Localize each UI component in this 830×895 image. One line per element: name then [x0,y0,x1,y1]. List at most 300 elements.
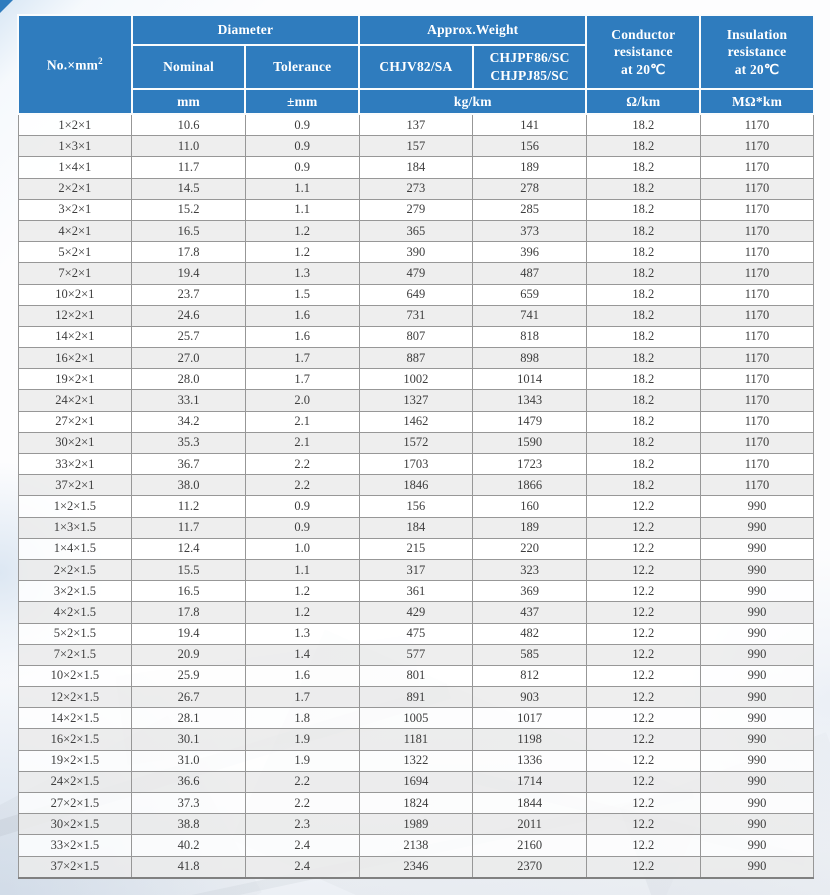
table-row [18,602,814,623]
table-cell: 18.2 [586,411,700,432]
table-row [18,644,814,665]
table-cell: 0.9 [245,114,359,136]
table-cell: 12.2 [586,750,700,771]
table-cell: 14×2×1 [18,326,132,347]
table-cell: 1.6 [245,665,359,686]
table-cell: 812 [473,665,587,686]
table-cell: 807 [359,326,473,347]
table-cell: 12.2 [586,517,700,538]
table-cell: 12.2 [586,793,700,814]
table-cell: 1703 [359,454,473,475]
table-cell: 1.7 [245,348,359,369]
unit-mm: mm [132,89,246,114]
table-cell: 361 [359,581,473,602]
table-cell: 18.2 [586,432,700,453]
table-cell: 990 [700,814,814,835]
table-cell: 437 [473,602,587,623]
table-cell: 189 [473,157,587,178]
table-cell: 482 [473,623,587,644]
table-cell: 18.2 [586,475,700,496]
table-row [18,284,814,305]
table-cell: 2.1 [245,432,359,453]
table-cell: 7×2×1 [18,263,132,284]
table-row [18,326,814,347]
table-cell: 157 [359,136,473,157]
table-cell: 34.2 [132,411,246,432]
table-cell: 649 [359,284,473,305]
header-tolerance: Tolerance [245,45,359,89]
table-cell: 1×2×1.5 [18,496,132,517]
table-row [18,242,814,263]
table-cell: 1.9 [245,729,359,750]
table-cell: 10.6 [132,114,246,136]
table-row [18,729,814,750]
table-cell: 189 [473,517,587,538]
table-cell: 1×3×1 [18,136,132,157]
table-cell: 2.4 [245,856,359,878]
table-row [18,199,814,220]
table-cell: 12.2 [586,496,700,517]
table-cell: 1170 [700,432,814,453]
table-cell: 1327 [359,390,473,411]
table-cell: 2.2 [245,454,359,475]
table-cell: 365 [359,220,473,241]
table-cell: 1824 [359,793,473,814]
table-cell: 1002 [359,369,473,390]
table-cell: 990 [700,517,814,538]
table-cell: 30.1 [132,729,246,750]
table-row [18,687,814,708]
table-cell: 429 [359,602,473,623]
table-cell: 1170 [700,263,814,284]
table-cell: 24×2×1 [18,390,132,411]
table-cell: 1.2 [245,242,359,263]
table-cell: 12.2 [586,856,700,878]
table-cell: 12.2 [586,538,700,559]
table-cell: 1844 [473,793,587,814]
table-cell: 1170 [700,348,814,369]
unit-insulation: MΩ*km [700,89,814,114]
table-cell: 18.2 [586,305,700,326]
table-cell: 2.1 [245,411,359,432]
table-cell: 2.0 [245,390,359,411]
table-row [18,835,814,856]
table-cell: 396 [473,242,587,263]
table-cell: 15.2 [132,199,246,220]
table-cell: 4×2×1 [18,220,132,241]
table-cell: 1989 [359,814,473,835]
table-cell: 12.2 [586,559,700,580]
table-cell: 19.4 [132,263,246,284]
table-cell: 990 [700,856,814,878]
table-cell: 37×2×1.5 [18,856,132,878]
table-cell: 2.2 [245,793,359,814]
table-cell: 1.1 [245,559,359,580]
table-row [18,432,814,453]
table-cell: 16×2×1 [18,348,132,369]
table-cell: 898 [473,348,587,369]
table-cell: 1462 [359,411,473,432]
table-row [18,157,814,178]
table-cell: 1.4 [245,644,359,665]
table-cell: 28.1 [132,708,246,729]
table-cell: 1170 [700,136,814,157]
header-diameter: Diameter [132,15,359,45]
header-chjpf86: CHJPF86/SC CHJPJ85/SC [473,45,587,89]
table-cell: 1170 [700,326,814,347]
table-cell: 12.2 [586,729,700,750]
table-cell: 16×2×1.5 [18,729,132,750]
table-cell: 11.2 [132,496,246,517]
table-cell: 1866 [473,475,587,496]
unit-weight: kg/km [359,89,586,114]
table-cell: 1.7 [245,369,359,390]
table-cell: 12.2 [586,708,700,729]
table-cell: 25.7 [132,326,246,347]
table-cell: 11.7 [132,517,246,538]
table-cell: 1×4×1 [18,157,132,178]
table-cell: 2×2×1.5 [18,559,132,580]
table-cell: 18.2 [586,157,700,178]
table-cell: 990 [700,644,814,665]
table-cell: 10×2×1.5 [18,665,132,686]
table-cell: 18.2 [586,136,700,157]
table-cell: 160 [473,496,587,517]
table-cell: 990 [700,793,814,814]
table-cell: 141 [473,114,587,136]
table-cell: 903 [473,687,587,708]
table-cell: 1.3 [245,623,359,644]
table-cell: 184 [359,157,473,178]
table-cell: 19×2×1 [18,369,132,390]
table-cell: 1.8 [245,708,359,729]
table-cell: 30×2×1 [18,432,132,453]
table-cell: 41.8 [132,856,246,878]
table-cell: 1.6 [245,305,359,326]
table-cell: 27.0 [132,348,246,369]
table-cell: 4×2×1.5 [18,602,132,623]
table-cell: 2011 [473,814,587,835]
table-cell: 18.2 [586,263,700,284]
table-cell: 33×2×1 [18,454,132,475]
table-cell: 278 [473,178,587,199]
table-cell: 373 [473,220,587,241]
table-cell: 0.9 [245,496,359,517]
table-cell: 12.2 [586,623,700,644]
table-row [18,411,814,432]
table-cell: 17.8 [132,602,246,623]
table-cell: 12.2 [586,814,700,835]
header-approx-weight: Approx.Weight [359,15,586,45]
table-cell: 990 [700,687,814,708]
table-cell: 35.3 [132,432,246,453]
table-cell: 990 [700,602,814,623]
table-row [18,475,814,496]
table-cell: 20.9 [132,644,246,665]
table-cell: 659 [473,284,587,305]
table-cell: 731 [359,305,473,326]
table-cell: 2.4 [245,835,359,856]
table-cell: 1322 [359,750,473,771]
table-cell: 585 [473,644,587,665]
table-cell: 990 [700,496,814,517]
table-cell: 1846 [359,475,473,496]
table-cell: 33×2×1.5 [18,835,132,856]
table-cell: 12.2 [586,665,700,686]
table-cell: 5×2×1 [18,242,132,263]
table-cell: 3×2×1 [18,199,132,220]
header-no-mm2-base: No.×mm [46,57,99,73]
table-cell: 1198 [473,729,587,750]
table-body [18,114,814,878]
table-cell: 137 [359,114,473,136]
table-cell: 27×2×1.5 [18,793,132,814]
table-row [18,750,814,771]
table-cell: 18.2 [586,326,700,347]
unit-tolerance: ±mm [245,89,359,114]
table-cell: 577 [359,644,473,665]
table-cell: 19.4 [132,623,246,644]
table-cell: 1.1 [245,178,359,199]
table-cell: 1.1 [245,199,359,220]
table-cell: 220 [473,538,587,559]
table-cell: 1170 [700,454,814,475]
table-cell: 36.7 [132,454,246,475]
table-cell: 12×2×1 [18,305,132,326]
table-cell: 891 [359,687,473,708]
table-row [18,517,814,538]
table-cell: 12.2 [586,644,700,665]
table-cell: 479 [359,263,473,284]
table-cell: 1336 [473,750,587,771]
table-cell: 741 [473,305,587,326]
table-cell: 1.5 [245,284,359,305]
table-cell: 12.4 [132,538,246,559]
table-cell: 990 [700,538,814,559]
cable-spec-table [17,14,815,879]
table-row [18,220,814,241]
table-cell: 24×2×1.5 [18,771,132,792]
table-cell: 184 [359,517,473,538]
table-cell: 156 [359,496,473,517]
table-cell: 1170 [700,114,814,136]
table-cell: 1170 [700,284,814,305]
table-row [18,771,814,792]
table-cell: 156 [473,136,587,157]
table-row [18,348,814,369]
table-row [18,793,814,814]
table-cell: 1170 [700,157,814,178]
header-no-mm2 [18,15,132,114]
table-row [18,178,814,199]
table-cell: 1.3 [245,263,359,284]
header-no-mm2-sup: 2 [98,55,103,66]
table-cell: 1479 [473,411,587,432]
table-cell: 14.5 [132,178,246,199]
table-row [18,814,814,835]
table-cell: 2.3 [245,814,359,835]
table-cell: 18.2 [586,220,700,241]
table-cell: 11.7 [132,157,246,178]
table-cell: 0.9 [245,136,359,157]
table-cell: 12×2×1.5 [18,687,132,708]
table-cell: 279 [359,199,473,220]
corner-accent-triangle [0,0,13,13]
table-cell: 390 [359,242,473,263]
table-row [18,665,814,686]
table-cell: 1×2×1 [18,114,132,136]
table-cell: 887 [359,348,473,369]
table-cell: 1.2 [245,602,359,623]
table-row [18,856,814,878]
table-cell: 2×2×1 [18,178,132,199]
table-cell: 36.6 [132,771,246,792]
table-cell: 1170 [700,178,814,199]
table-cell: 25.9 [132,665,246,686]
table-header [18,15,814,114]
table-cell: 215 [359,538,473,559]
header-nominal: Nominal [132,45,246,89]
table-cell: 1723 [473,454,587,475]
table-cell: 12.2 [586,581,700,602]
table-cell: 1170 [700,220,814,241]
table-cell: 1170 [700,242,814,263]
table-cell: 1.2 [245,220,359,241]
table-cell: 990 [700,623,814,644]
table-cell: 990 [700,581,814,602]
table-cell: 18.2 [586,199,700,220]
table-cell: 1572 [359,432,473,453]
table-cell: 1170 [700,475,814,496]
table-cell: 18.2 [586,348,700,369]
table-cell: 2370 [473,856,587,878]
table-cell: 1×3×1.5 [18,517,132,538]
table-cell: 1170 [700,411,814,432]
table-cell: 1170 [700,199,814,220]
header-insulation-resistance: Insulation resistance at 20℃ [700,15,814,89]
table-cell: 18.2 [586,454,700,475]
table-cell: 24.6 [132,305,246,326]
table-cell: 18.2 [586,242,700,263]
table-cell: 1×4×1.5 [18,538,132,559]
table-cell: 0.9 [245,157,359,178]
table-cell: 15.5 [132,559,246,580]
table-cell: 323 [473,559,587,580]
unit-conductor: Ω/km [586,89,700,114]
table-cell: 38.0 [132,475,246,496]
table-cell: 317 [359,559,473,580]
table-cell: 18.2 [586,390,700,411]
table-row [18,538,814,559]
table-cell: 30×2×1.5 [18,814,132,835]
table-cell: 19×2×1.5 [18,750,132,771]
table-cell: 18.2 [586,284,700,305]
table-cell: 40.2 [132,835,246,856]
table-cell: 37.3 [132,793,246,814]
table-cell: 2346 [359,856,473,878]
table-cell: 12.2 [586,602,700,623]
table-cell: 285 [473,199,587,220]
table-cell: 487 [473,263,587,284]
table-cell: 990 [700,708,814,729]
table-cell: 31.0 [132,750,246,771]
table-row [18,708,814,729]
table-row [18,559,814,580]
table-cell: 1694 [359,771,473,792]
table-cell: 18.2 [586,114,700,136]
table-cell: 5×2×1.5 [18,623,132,644]
table-cell: 990 [700,771,814,792]
table-cell: 818 [473,326,587,347]
table-cell: 1590 [473,432,587,453]
table-cell: 18.2 [586,369,700,390]
table-cell: 2138 [359,835,473,856]
table-cell: 1714 [473,771,587,792]
table-cell: 16.5 [132,581,246,602]
table-cell: 1170 [700,305,814,326]
table-cell: 27×2×1 [18,411,132,432]
table-cell: 12.2 [586,771,700,792]
table-cell: 1170 [700,390,814,411]
table-row [18,454,814,475]
table-cell: 1014 [473,369,587,390]
table-cell: 1181 [359,729,473,750]
table-cell: 17.8 [132,242,246,263]
table-cell: 801 [359,665,473,686]
table-cell: 38.8 [132,814,246,835]
table-cell: 990 [700,559,814,580]
table-cell: 3×2×1.5 [18,581,132,602]
table-cell: 1005 [359,708,473,729]
table-cell: 273 [359,178,473,199]
table-cell: 26.7 [132,687,246,708]
table-row [18,390,814,411]
table-cell: 369 [473,581,587,602]
table-cell: 16.5 [132,220,246,241]
table-row [18,496,814,517]
table-row [18,369,814,390]
table-cell: 0.9 [245,517,359,538]
table-cell: 990 [700,729,814,750]
table-cell: 12.2 [586,687,700,708]
table-cell: 14×2×1.5 [18,708,132,729]
table-cell: 23.7 [132,284,246,305]
table-cell: 1.0 [245,538,359,559]
header-conductor-resistance: Conductor resistance at 20℃ [586,15,700,89]
table-cell: 10×2×1 [18,284,132,305]
table-cell: 1.6 [245,326,359,347]
table-cell: 1343 [473,390,587,411]
table-cell: 2.2 [245,771,359,792]
table-cell: 1.2 [245,581,359,602]
table-cell: 990 [700,665,814,686]
table-row [18,623,814,644]
table-cell: 990 [700,835,814,856]
table-cell: 475 [359,623,473,644]
table-cell: 1170 [700,369,814,390]
table-cell: 37×2×1 [18,475,132,496]
table-row [18,305,814,326]
table-cell: 1.7 [245,687,359,708]
table-row [18,581,814,602]
table-cell: 2160 [473,835,587,856]
table-cell: 33.1 [132,390,246,411]
table-cell: 28.0 [132,369,246,390]
table-cell: 990 [700,750,814,771]
table-cell: 1.9 [245,750,359,771]
header-chjv82: CHJV82/SA [359,45,473,89]
table-cell: 18.2 [586,178,700,199]
